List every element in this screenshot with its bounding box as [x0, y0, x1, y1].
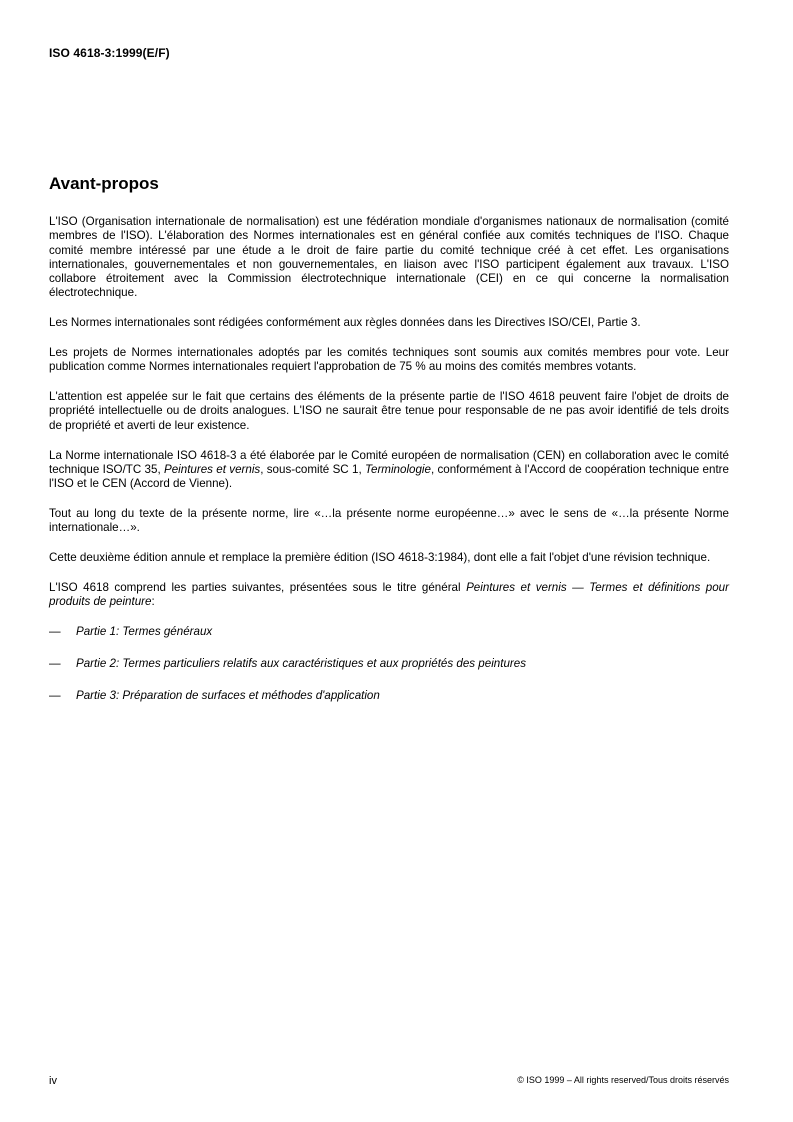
parts-list — [49, 625, 729, 703]
standard-reference: ISO 4618-3:1999(E/F) — [49, 46, 170, 60]
text-segment: L'ISO 4618 comprend les parties suivantes, présentées sous le titre général — [49, 580, 467, 594]
text-segment: , sous-comité SC 1, — [260, 462, 365, 476]
paragraph-iso-organisation: L'ISO (Organisation internationale de normalisation) est une fédération mondiale d'organismes nationaux de normalisation (comité membres de l'ISO). L'élaboration des Normes internationales est en général confiée aux comités techniques de l'ISO. Chaque comité membre intéressé par une étude a le droit de faire partie du comité technique créé à cet effet. Les organisations internationales, gouvernementales et non gouvernementales, en liaison avec l'ISO participent également aux travaux. L'ISO collabore étroitement avec la Commission électrotechnique internationale (CEI) en ce qui concerne la normalisation électrotechnique. — [49, 215, 729, 300]
paragraph-reading-note: Tout au long du texte de la présente norme, lire «…la présente norme européenne…» avec le sens de «…la présente Norme internationale…». — [49, 506, 729, 535]
list-item — [49, 657, 729, 671]
committee-title: Peintures et vernis — [164, 462, 261, 476]
dash-bullet: — — [49, 688, 61, 702]
paragraph-voting: Les projets de Normes internationales adoptés par les comités techniques sont soumis aux comités membres pour vote. Leur publication comme Normes internationales requiert l'approbation de 75 % au moins des comités membres votants. — [49, 346, 729, 374]
paragraph-preparation — [49, 449, 729, 492]
copyright-notice: © ISO 1999 – All rights reserved/Tous droits réservés — [517, 1075, 729, 1085]
page-title: Avant-propos — [49, 174, 159, 193]
foreword-body — [49, 215, 729, 720]
part-title: Partie 1: Termes généraux — [76, 624, 213, 638]
part-title: Partie 2: Termes particuliers relatifs aux caractéristiques et aux propriétés des peintures — [76, 656, 527, 670]
list-item — [49, 689, 729, 703]
paragraph-directives: Les Normes internationales sont rédigées conformément aux règles données dans les Directives ISO/CEI, Partie 3. — [49, 316, 641, 330]
text-segment: : — [151, 595, 155, 609]
part-title: Partie 3: Préparation de surfaces et méthodes d'application — [76, 688, 380, 702]
page-number: iv — [49, 1075, 57, 1087]
paragraph-edition: Cette deuxième édition annule et remplace la première édition (ISO 4618-3:1984), dont elle a fait l'objet d'une révision technique. — [49, 551, 711, 565]
text-segment: , conformément à l'Accord de coopération technique entre l'ISO et le CEN (Accord de Vienne). — [49, 462, 729, 491]
paragraph-patent-rights: L'attention est appelée sur le fait que certains des éléments de la présente partie de l'ISO 4618 peuvent faire l'objet de droits de propriété intellectuelle ou de droits analogues. L'ISO ne saurait être tenue pour responsable de ne pas avoir identifié de tels droits de propriété et averti de leur existence. — [49, 390, 729, 432]
list-item — [49, 625, 729, 639]
paragraph-parts-intro — [49, 581, 729, 610]
text-segment: La Norme internationale ISO 4618-3 a été élaborée par le Comité européen de normalisation (CEN) en collaboration avec le comité technique ISO/TC 35, — [49, 448, 729, 476]
general-title: Peintures et vernis — Termes et définitions pour produits de peinture — [49, 580, 729, 609]
dash-bullet: — — [49, 624, 61, 638]
dash-bullet: — — [49, 656, 61, 670]
subcommittee-title: Terminologie — [364, 462, 431, 476]
